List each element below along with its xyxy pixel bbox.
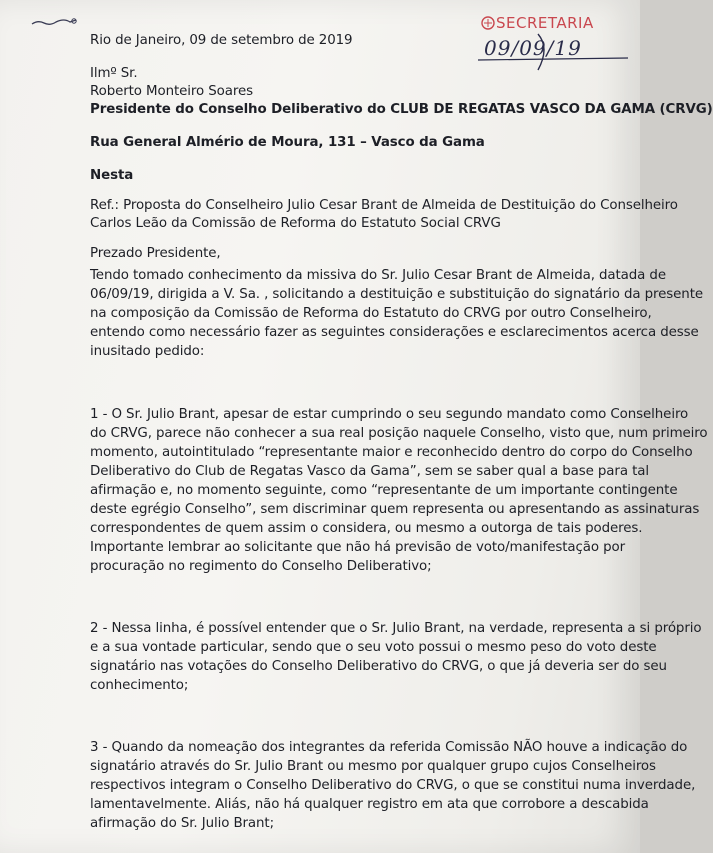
- letter-date: Rio de Janeiro, 09 de setembro de 2019: [90, 33, 353, 48]
- item-1-line: deste egrégio Conselho”, sem discriminar quem representa ou apresentando as assinaturas: [90, 502, 700, 517]
- recipient-address: Rua General Almério de Moura, 131 – Vasco da Gama: [90, 135, 485, 150]
- item-1-line: Importante lembrar ao solicitante que não há previsão de voto/manifestação por: [90, 540, 626, 555]
- corner-doodle: [30, 14, 80, 30]
- item-3-line: 3 - Quando da nomeação dos integrantes da referida Comissão NÃO houve a indicação do: [90, 740, 688, 755]
- item-3-line: lamentavelmente. Aliás, não há qualquer registro em ata que corrobore a descabida: [90, 797, 649, 812]
- item-3-line: afirmação do Sr. Julio Brant;: [90, 816, 274, 831]
- item-1-line: Deliberativo do Club de Regatas Vasco da Gama”, sem se saber qual a base para tal: [90, 464, 649, 479]
- reference-line: Ref.: Proposta do Conselheiro Julio Cesar Brant de Almeida de Destituição do Conselheiro: [90, 198, 678, 213]
- intro-line: 06/09/19, dirigida a V. Sa. , solicitando a destituição e substituição do signatário da presente: [90, 287, 703, 302]
- greeting: Prezado Presidente,: [90, 246, 221, 261]
- intro-line: Tendo tomado conhecimento da missiva do Sr. Julio Cesar Brant de Almeida, datada de: [90, 268, 666, 283]
- item-1-line: do CRVG, parece não conhecer a sua real posição naquele Conselho, visto que, num primeiro: [90, 426, 708, 441]
- secretaria-stamp: [478, 14, 628, 72]
- item-1-line: momento, autointitulado “representante maior e reconhecido dentro do corpo do Conselho: [90, 445, 693, 460]
- item-2-line: e a sua vontade particular, sendo que o seu voto possui o mesmo peso do voto deste: [90, 640, 657, 655]
- item-1-line: afirmação e, no momento seguinte, como “representante de um importante contingente: [90, 483, 678, 498]
- stamp-date: 09/09/19: [484, 36, 582, 60]
- item-2-line: 2 - Nessa linha, é possível entender que o Sr. Julio Brant, na verdade, representa a si próprio: [90, 621, 702, 636]
- item-2-line: conhecimento;: [90, 678, 189, 693]
- nesta-line: Nesta: [90, 168, 134, 183]
- reference-line: Carlos Leão da Comissão de Reforma do Estatuto Social CRVG: [90, 216, 501, 231]
- item-1-line: 1 - O Sr. Julio Brant, apesar de estar cumprindo o seu segundo mandato como Conselheiro: [90, 407, 689, 422]
- intro-line: na composição da Comissão de Reforma do Estatuto do CRVG por outro Conselheiro,: [90, 306, 652, 321]
- item-3-line: respectivos integram o Conselho Deliberativo do CRVG, o que se constitui numa inverdade,: [90, 778, 696, 793]
- recipient-title: Ilmº Sr.: [90, 66, 138, 81]
- recipient-role: Presidente do Conselho Deliberativo do CLUB DE REGATAS VASCO DA GAMA (CRVG): [90, 102, 713, 117]
- intro-line: entendo como necessário fazer as seguintes considerações e esclarecimentos acerca desse: [90, 325, 699, 340]
- recipient-name: Roberto Monteiro Soares: [90, 84, 253, 99]
- item-3-line: signatário através do Sr. Julio Brant ou mesmo por qualquer grupo cujos Conselheiros: [90, 759, 656, 774]
- item-2-line: signatário nas votações do Conselho Deliberativo do CRVG, o que já deveria ser do seu: [90, 659, 667, 674]
- intro-line: inusitado pedido:: [90, 344, 205, 359]
- stamp-label: SECRETARIA: [496, 14, 594, 32]
- item-1-line: procuração no regimento do Conselho Deliberativo;: [90, 559, 432, 574]
- item-1-line: correspondentes de quem assim o considera, ou mesmo a outorga de tais poderes.: [90, 521, 643, 536]
